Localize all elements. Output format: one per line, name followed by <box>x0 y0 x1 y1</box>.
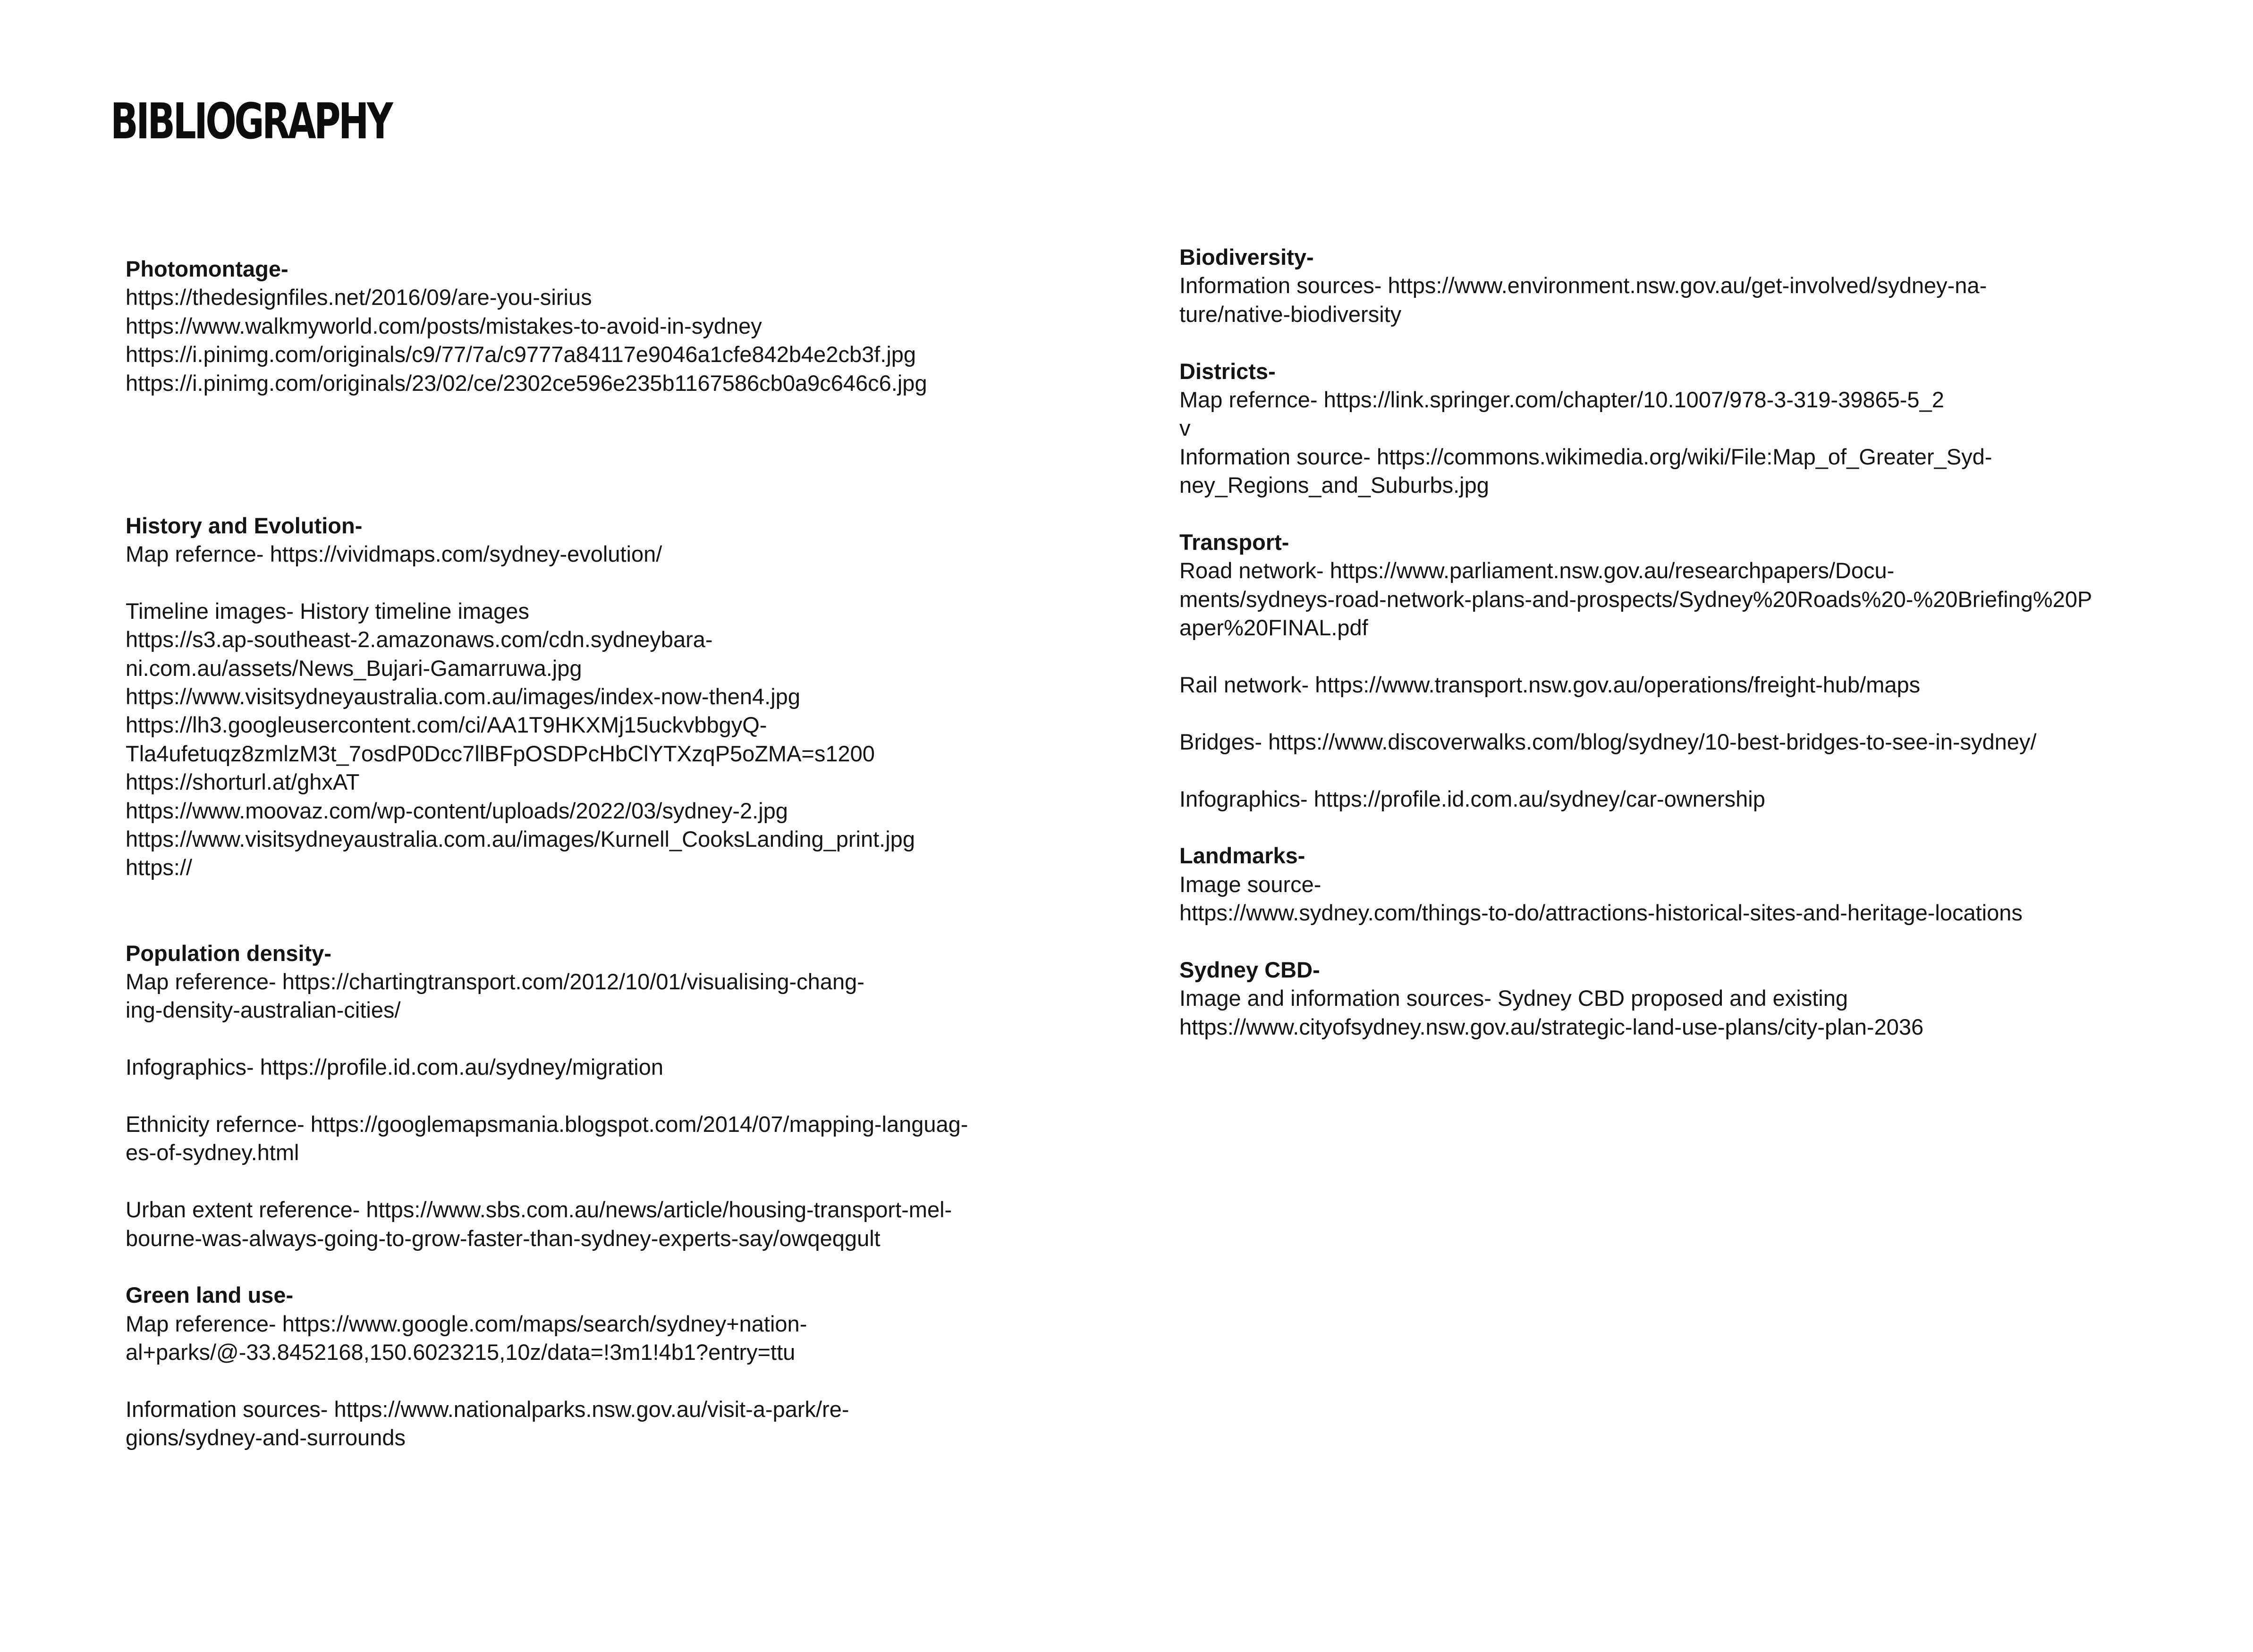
reference-line: Map refernce- https://link.springer.com/chapter/10.1007/978-3-319-39865-5_2 <box>1179 387 1944 413</box>
bibliography-left-column <box>126 255 1093 1452</box>
blank-line <box>1179 642 2242 671</box>
reference-line: es-of-sydney.html <box>126 1140 299 1165</box>
reference-line: https://lh3.googleusercontent.com/ci/AA1T9HKXMj15uckvbbgyQ- <box>126 712 767 738</box>
blank-line <box>126 1082 1093 1110</box>
reference-line: https://www.sydney.com/things-to-do/attractions-historical-sites-and-heritage-locations <box>1179 900 2023 926</box>
reference-line: Map reference- https://chartingtransport.com/2012/10/01/visualising-chang- <box>126 969 864 995</box>
reference-line: gions/sydney-and-surrounds <box>126 1425 406 1450</box>
blank-line <box>126 882 1093 910</box>
reference-line: Map reference- https://www.google.com/maps/search/sydney+nation- <box>126 1311 807 1336</box>
section-heading: Photomontage- <box>126 256 288 281</box>
reference-line: https://www.visitsydneyaustralia.com.au/images/Kurnell_CooksLanding_print.jpg <box>126 826 915 852</box>
reference-line: Bridges- https://www.discoverwalks.com/blog/sydney/10-best-bridges-to-see-in-sydney/ <box>1179 729 2037 754</box>
section-heading: Landmarks- <box>1179 843 1305 868</box>
blank-line <box>1179 813 2242 842</box>
page-title: BIBLIOGRAPHY <box>110 93 391 150</box>
reference-line: Timeline images- History timeline images <box>126 598 529 624</box>
section-heading: Transport- <box>1179 530 1289 555</box>
reference-line: https://i.pinimg.com/originals/23/02/ce/2302ce596e235b1167586cb0a9c646c6.jpg <box>126 370 927 396</box>
reference-line: Information source- https://commons.wikimedia.org/wiki/File:Map_of_Greater_Syd- <box>1179 444 1992 469</box>
blank-line <box>126 397 1093 426</box>
bibliography-right-column <box>1179 243 2242 1041</box>
blank-line <box>1179 756 2242 784</box>
reference-line: ni.com.au/assets/News_Bujari-Gamarruwa.jpg <box>126 655 582 681</box>
blank-line <box>126 568 1093 597</box>
reference-line: https://www.moovaz.com/wp-content/uploads/2022/03/sydney-2.jpg <box>126 798 788 823</box>
blank-line <box>126 455 1093 483</box>
reference-line: Information sources- https://www.environment.nsw.gov.au/get-involved/sydney-na- <box>1179 273 1987 298</box>
reference-line: Infographics- https://profile.id.com.au/sydney/car-ownership <box>1179 786 1765 811</box>
blank-line <box>1179 699 2242 727</box>
reference-line: Urban extent reference- https://www.sbs.com.au/news/article/housing-transport-mel- <box>126 1197 952 1222</box>
section-heading: History and Evolution- <box>126 513 363 538</box>
reference-line: ney_Regions_and_Suburbs.jpg <box>1179 472 1489 498</box>
reference-line: al+parks/@-33.8452168,150.6023215,10z/data=!3m1!4b1?entry=ttu <box>126 1340 796 1365</box>
reference-line: bourne-was-always-going-to-grow-faster-than-sydney-experts-say/owqeqgult <box>126 1225 881 1251</box>
blank-line <box>126 426 1093 454</box>
reference-line: https:// <box>126 855 193 880</box>
blank-line <box>1179 329 2242 357</box>
blank-line <box>1179 500 2242 528</box>
reference-line: Rail network- https://www.transport.nsw.gov.au/operations/freight-hub/maps <box>1179 672 1921 698</box>
section-heading: Green land use- <box>126 1282 294 1308</box>
reference-line: Tla4ufetuqz8zmlzM3t_7osdP0Dcc7llBFpOSDPcHbClYTXzqP5oZMA=s1200 <box>126 741 875 766</box>
reference-line: https://shorturl.at/ghxAT <box>126 769 360 795</box>
reference-line: Infographics- https://profile.id.com.au/sydney/migration <box>126 1054 663 1080</box>
reference-line: https://s3.ap-southeast-2.amazonaws.com/cdn.sydneybara- <box>126 627 713 652</box>
reference-line: Ethnicity refernce- https://googlemapsmania.blogspot.com/2014/07/mapping-languag- <box>126 1112 968 1137</box>
section-heading: Biodiversity- <box>1179 244 1314 270</box>
reference-line: Road network- https://www.parliament.nsw.gov.au/researchpapers/Docu- <box>1179 558 1895 583</box>
reference-line: Image and information sources- Sydney CBD proposed and existing <box>1179 986 1848 1011</box>
blank-line <box>126 483 1093 511</box>
blank-line <box>126 1025 1093 1053</box>
reference-line: aper%20FINAL.pdf <box>1179 615 1368 641</box>
reference-line: ing-density-australian-cities/ <box>126 997 401 1023</box>
reference-line: https://www.cityofsydney.nsw.gov.au/strategic-land-use-plans/city-plan-2036 <box>1179 1014 1924 1039</box>
section-heading: Districts- <box>1179 358 1276 384</box>
reference-line: Map refernce- https://vividmaps.com/sydney-evolution/ <box>126 541 662 566</box>
blank-line <box>126 910 1093 939</box>
section-heading: Sydney CBD- <box>1179 957 1320 983</box>
reference-line: Image source- <box>1179 871 1321 897</box>
reference-line: https://i.pinimg.com/originals/c9/77/7a/c9777a84117e9046a1cfe842b4e2cb3f.jpg <box>126 342 916 367</box>
reference-line: https://www.walkmyworld.com/posts/mistakes-to-avoid-in-sydney <box>126 313 762 338</box>
reference-line: ments/sydneys-road-network-plans-and-prospects/Sydney%20Roads%20-%20Briefing%20P <box>1179 586 2092 612</box>
blank-line <box>1179 927 2242 956</box>
section-heading: Population density- <box>126 940 332 966</box>
blank-line <box>126 1167 1093 1196</box>
reference-line: Information sources- https://www.nationalparks.nsw.gov.au/visit-a-park/re- <box>126 1397 849 1422</box>
reference-line: https://thedesignfiles.net/2016/09/are-you-sirius <box>126 285 592 310</box>
blank-line <box>126 1367 1093 1395</box>
blank-line <box>126 1253 1093 1281</box>
reference-line: v <box>1179 415 1191 441</box>
reference-line: https://www.visitsydneyaustralia.com.au/images/index-now-then4.jpg <box>126 684 800 709</box>
reference-line: ture/native-biodiversity <box>1179 301 1402 327</box>
